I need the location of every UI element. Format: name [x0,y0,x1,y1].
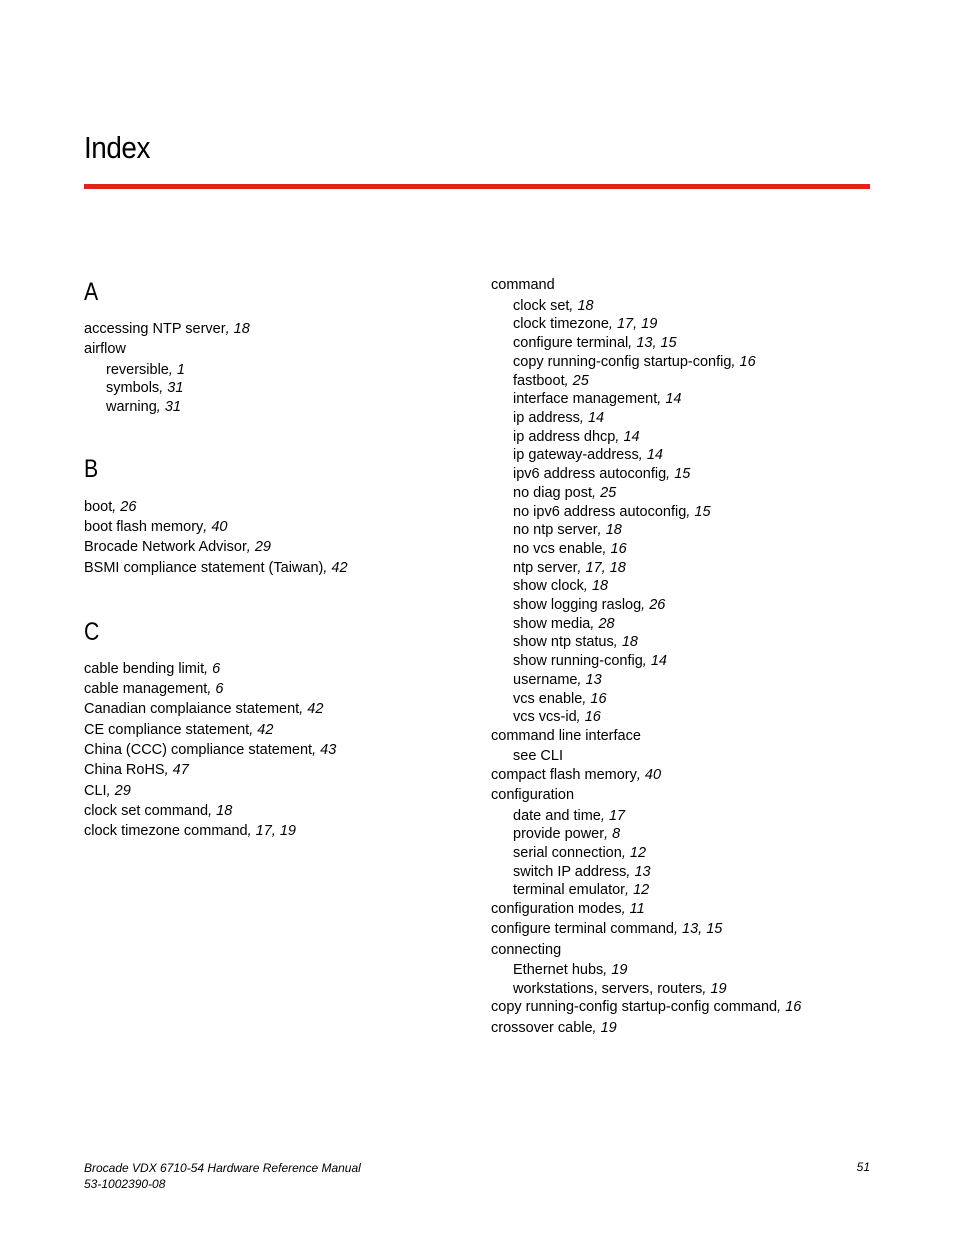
index-term: configuration [491,787,575,803]
index-page-ref[interactable]: 17, 19 [616,316,658,332]
index-term: interface management [513,391,658,407]
index-subentry [491,961,628,979]
index-term: boot flash memory [84,519,204,535]
index-subentry [491,807,625,825]
index-term: Brocade Network Advisor [84,539,247,555]
index-subentry [491,428,640,446]
index-separator: , [249,722,258,738]
index-term: symbols [106,380,160,396]
index-separator: , [602,541,611,557]
index-page-ref[interactable]: 8 [612,826,621,842]
index-separator: , [600,808,609,824]
index-term: show running-config [513,653,643,669]
index-entry [84,559,348,577]
index-term: clock timezone command [84,823,248,839]
index-entry [84,721,273,739]
index-page-ref[interactable]: 16 [785,999,802,1015]
index-separator: , [247,823,256,839]
index-subentry [491,559,626,577]
index-separator: , [636,767,645,783]
index-term: accessing NTP server [84,321,226,337]
index-page-ref[interactable]: 18 [591,578,609,594]
index-subentry [491,708,601,726]
page-title: Index [84,130,151,165]
index-page-ref[interactable]: 18 [216,803,233,819]
index-term: command line interface [491,728,641,744]
index-subentry [491,540,627,558]
index-subentry [491,825,620,843]
index-separator: , [731,354,740,370]
index-separator: , [576,709,585,725]
index-page-ref[interactable]: 16 [584,709,601,725]
index-term: ip address dhcp [513,429,616,445]
index-separator: , [207,681,216,697]
index-page-ref[interactable]: 16 [739,354,756,370]
index-separator: , [621,845,630,861]
index-separator: , [208,803,217,819]
index-separator: , [203,519,212,535]
index-page-ref[interactable]: 1 [176,362,185,378]
index-page-ref[interactable]: 29 [114,783,131,799]
index-entry [491,766,661,784]
index-term: CE compliance statement [84,722,250,738]
index-subentry [491,615,615,633]
index-subentry [491,652,667,670]
index-page-ref[interactable]: 15 [674,466,691,482]
index-subentry [491,747,563,765]
index-separator: , [156,399,165,415]
index-page-ref[interactable]: 13 [585,672,602,688]
index-term: cable management [84,681,208,697]
index-separator: , [577,672,586,688]
index-term: clock set [513,298,570,314]
index-separator: , [569,298,578,314]
index-subentry [491,671,602,689]
index-term: clock timezone [513,316,609,332]
index-page-ref[interactable]: 14 [646,447,663,463]
index-separator: , [225,321,234,337]
index-separator: , [204,661,213,677]
index-separator: , [592,485,601,501]
index-subentry [491,409,604,427]
index-term: show ntp status [513,634,614,650]
index-term: cable bending limit [84,661,205,677]
index-entry [491,1019,617,1037]
index-entry [84,700,323,718]
index-page-ref[interactable]: 29 [254,539,271,555]
index-page-ref[interactable]: 11 [629,901,645,917]
index-term: compact flash memory [491,767,637,783]
index-separator: , [777,999,786,1015]
index-letter-b: B [84,455,99,483]
index-entry [84,680,223,698]
index-subentry [491,446,663,464]
footer-manual-title: Brocade VDX 6710-54 Hardware Reference Manual [84,1161,361,1175]
index-term: airflow [84,341,126,357]
index-entry [491,941,561,959]
index-subentry [491,390,681,408]
index-term: username [513,672,578,688]
index-separator: , [564,373,573,389]
index-separator: , [673,921,683,937]
index-page-ref[interactable]: 42 [307,701,324,717]
index-separator: , [604,826,613,842]
index-page-ref[interactable]: 6 [212,661,221,677]
index-term: command [491,277,555,293]
index-separator: , [579,410,588,426]
index-separator: , [615,429,624,445]
index-page-ref[interactable]: 18 [577,298,594,314]
index-separator: , [168,362,177,378]
index-term: CLI [84,783,107,799]
index-term: show logging raslog [513,597,642,613]
index-page-ref[interactable]: 19 [611,962,628,978]
index-subentry [491,353,756,371]
index-subentry [491,315,657,333]
index-separator: , [323,560,332,576]
index-term: copy running-config startup-config [513,354,732,370]
index-subentry [491,863,651,881]
index-separator: , [577,560,586,576]
index-subentry [491,980,727,998]
index-term: no ntp server [513,522,598,538]
index-term: Ethernet hubs [513,962,604,978]
index-separator: , [590,616,599,632]
index-entry [84,782,131,800]
index-term: China RoHS [84,762,165,778]
index-entry [84,538,271,556]
index-page-ref[interactable]: 18 [605,522,622,538]
index-term: date and time [513,808,601,824]
index-letter-a: A [84,278,99,306]
index-term: configure terminal [513,335,629,351]
index-page-ref[interactable]: 13, 15 [636,335,677,351]
index-subentry [491,465,690,483]
index-term: no diag post [513,485,593,501]
footer-page-number: 51 [856,1160,870,1174]
index-page-ref[interactable]: 14 [623,429,640,445]
index-term: vcs enable [513,691,583,707]
index-subentry [491,484,616,502]
title-rule [84,184,870,189]
index-page-ref[interactable]: 31 [167,380,184,396]
index-page-ref[interactable]: 31 [164,399,181,415]
index-term: clock set command [84,803,209,819]
index-subentry [491,372,589,390]
index-term: ipv6 address autoconfig [513,466,667,482]
index-entry [84,822,296,840]
index-term: see CLI [513,748,563,764]
index-page-ref[interactable]: 40 [644,767,662,783]
index-entry [84,340,126,358]
index-separator: , [686,504,695,520]
index-term: connecting [491,942,562,958]
index-separator: , [112,499,121,515]
index-entry [491,727,641,745]
index-page-ref[interactable]: 14 [650,653,667,669]
index-term: terminal emulator [513,882,626,898]
index-page-ref[interactable]: 6 [215,681,224,697]
index-entry [84,660,220,678]
index-term: copy running-config startup-config command [491,999,778,1015]
index-page-ref[interactable]: 14 [665,391,682,407]
index-page-ref[interactable]: 19 [710,981,727,997]
index-term: no vcs enable [513,541,603,557]
index-term: show clock [513,578,584,594]
index-subentry [491,844,646,862]
index-entry [491,920,722,938]
index-separator: , [613,634,622,650]
index-page-ref[interactable]: 26 [649,597,666,613]
index-subentry [491,690,607,708]
index-term: no ipv6 address autoconfig [513,504,687,520]
index-subentry [491,297,594,315]
index-term: show media [513,616,591,632]
index-term: configure terminal command [491,921,674,937]
index-separator: , [106,783,115,799]
index-subentry [491,577,608,595]
index-separator: , [597,522,606,538]
index-separator: , [657,391,666,407]
index-entry [84,741,336,759]
index-subentry [491,596,665,614]
index-page-ref[interactable]: 14 [587,410,605,426]
index-entry [84,518,227,536]
index-separator: , [299,701,308,717]
index-separator: , [702,981,711,997]
index-term: ntp server [513,560,578,576]
index-page-ref[interactable]: 40 [211,519,228,535]
index-page-ref[interactable]: 25 [600,485,617,501]
index-subentry [491,633,638,651]
index-separator: , [603,962,612,978]
index-term: reversible [106,362,169,378]
index-page-ref[interactable]: 26 [120,499,137,515]
index-term: crossover cable [491,1020,593,1036]
index-page-ref[interactable]: 12 [629,845,647,861]
index-term: warning [106,399,157,415]
index-entry [84,320,250,338]
index-term: ip gateway-address [513,447,639,463]
index-separator: , [625,882,634,898]
index-page-ref[interactable]: 43 [320,742,337,758]
index-separator: , [608,316,617,332]
index-page-ref[interactable]: 13, 15 [682,921,723,937]
index-page-ref[interactable]: 16 [590,691,607,707]
index-page-ref[interactable]: 25 [572,373,589,389]
index-page-ref[interactable]: 18 [233,321,250,337]
index-term: configuration modes [491,901,622,917]
index-page-ref[interactable]: 28 [598,616,615,632]
index-entry [491,998,801,1016]
index-entry [491,900,645,918]
index-term: provide power [513,826,605,842]
index-page-ref[interactable]: 17, 18 [585,560,626,576]
index-entry [84,802,232,820]
index-page-ref[interactable]: 15 [694,504,711,520]
index-page-ref[interactable]: 42 [257,722,274,738]
index-letter-c: C [84,618,100,646]
index-subentry [84,398,181,416]
index-term: ip address [513,410,580,426]
index-page-ref[interactable]: 17, 19 [255,823,296,839]
index-page-ref[interactable]: 13 [634,864,651,880]
index-separator: , [246,539,255,555]
index-separator: , [592,1020,601,1036]
index-separator: , [641,597,650,613]
index-separator: , [159,380,168,396]
index-separator: , [582,691,591,707]
index-entry [84,761,189,779]
index-subentry [491,503,711,521]
index-entry [491,276,555,294]
index-separator: , [626,864,635,880]
index-page-ref[interactable]: 18 [621,634,638,650]
index-term: BSMI compliance statement (Taiwan) [84,560,324,576]
index-separator: , [621,901,630,917]
index-separator: , [628,335,637,351]
index-separator: , [638,447,647,463]
index-separator: , [583,578,592,594]
index-separator: , [164,762,173,778]
index-page-ref[interactable]: 16 [610,541,627,557]
index-page-ref[interactable]: 19 [600,1020,617,1036]
index-separator: , [642,653,651,669]
index-subentry [491,881,649,899]
index-separator: , [666,466,675,482]
index-term: switch IP address [513,864,627,880]
index-subentry [491,521,622,539]
footer-doc-number: 53-1002390-08 [84,1177,166,1191]
index-term: China (CCC) compliance statement [84,742,313,758]
index-entry [491,786,574,804]
index-term: boot [84,499,113,515]
index-term: fastboot [513,373,565,389]
index-subentry [84,361,185,379]
index-separator: , [312,742,321,758]
index-subentry [84,379,183,397]
index-page-ref[interactable]: 17 [608,808,626,824]
index-entry [84,498,136,516]
index-term: workstations, servers, routers [513,981,703,997]
index-term: vcs vcs-id [513,709,577,725]
index-term: Canadian complaiance statement [84,701,300,717]
index-page-ref[interactable]: 47 [172,762,189,778]
index-page-ref[interactable]: 42 [331,560,348,576]
index-subentry [491,334,677,352]
footer-manual-info [84,1160,361,1192]
index-term: serial connection [513,845,622,861]
index-page-ref[interactable]: 12 [633,882,650,898]
